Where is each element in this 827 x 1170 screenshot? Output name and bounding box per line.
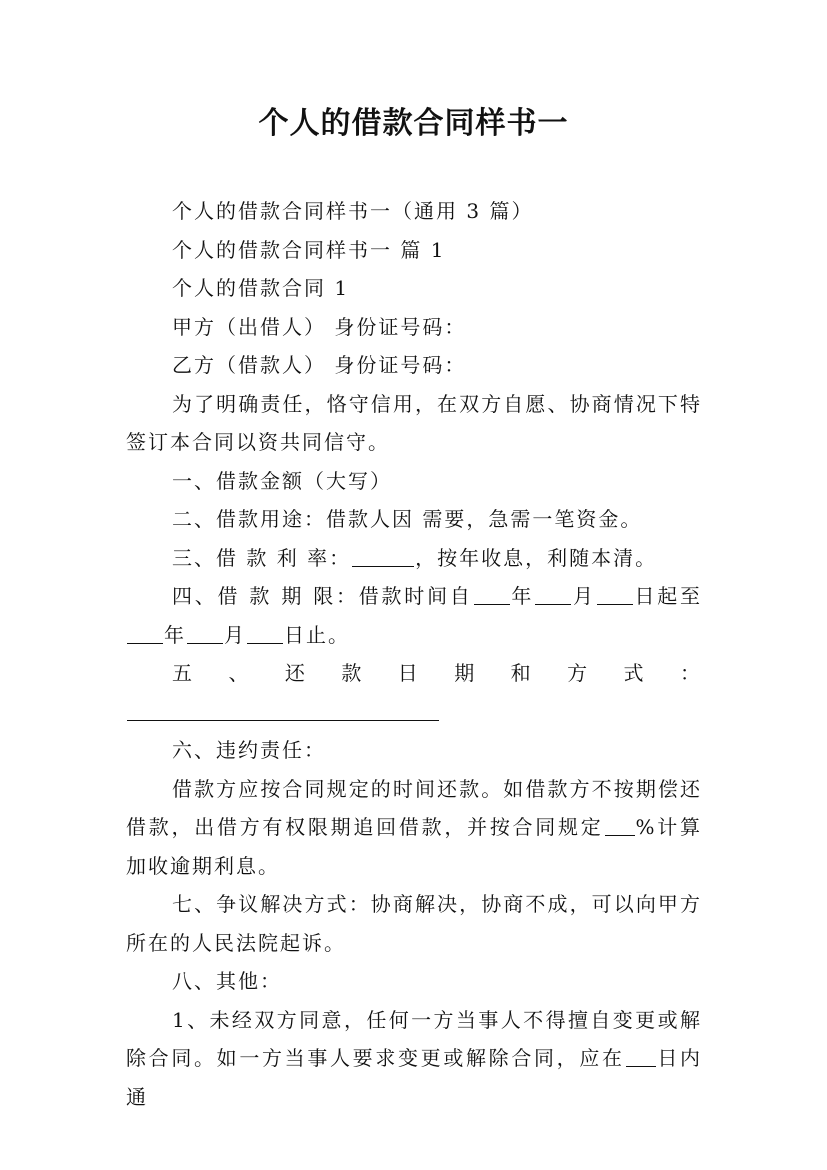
clause-dispute: 七、争议解决方式：协商解决，协商不成，可以向甲方所在的人民法院起诉。 [126,892,702,955]
clause-interest-rate [126,539,702,578]
start-day-blank [597,582,633,605]
clause-liability-text [126,770,702,886]
start-month-blank [535,582,571,605]
paragraph-part-heading: 个人的借款合同样书一 篇 1 [172,237,446,262]
clause-liability-heading: 六、违约责任： [172,738,326,762]
document-title: 个人的借款合同样书一 [258,106,569,141]
repayment-blank [127,698,439,721]
end-day-blank [247,621,283,644]
paragraph-preamble: 为了明确责任，恪守信用，在双方自愿、协商情况下特签订本合同以资共同信守。 [126,391,702,454]
year-text: 年 [510,584,535,608]
clause-liability-text-a: 借款方应按合同规定的时间还款。如借款方不按期偿还借款，出借方有权限期追回借款，并按合同规定 [126,776,702,839]
month-text: 月 [224,622,246,647]
overdue-rate-blank [605,813,635,836]
clause-loan-term-label: 四、借 款 期 限：借款时间自 [172,584,473,608]
clause-loan-term [126,577,702,654]
clause-interest-rate-label: 三、借 款 利 率： [172,545,352,570]
end-month-blank [187,621,223,644]
clause-other-heading: 八、其他： [172,969,282,993]
clause-loan-purpose: 二、借款用途：借款人因 需要，急需一笔资金。 [172,507,643,531]
day-end-text: 日止。 [284,622,350,647]
year-text: 年 [164,622,186,647]
day-from-to-text: 日起至 [633,584,703,608]
end-year-blank [127,621,163,644]
clause-interest-rate-tail: ，按年收息，利随本清。 [415,545,658,570]
paragraph-party-b: 乙方（借款人） 身份证号码： [172,353,467,377]
clause-other-item-1-b: 日内通 [126,1046,703,1109]
paragraph-contract-name: 个人的借款合同 1 [172,276,350,300]
clause-loan-amount: 一、借款金额（大写） [172,468,392,493]
clause-other-item-1 [126,1001,702,1117]
notice-days-blank [626,1044,656,1067]
clause-other-item-1-a: 1、未经双方同意，任何一方当事人不得擅自变更或解除合同。如一方当事人要求变更或解除合同，应在 [126,1007,702,1070]
interest-rate-blank [352,544,414,567]
month-text: 月 [572,584,596,608]
start-year-blank [474,582,510,605]
clause-repayment [126,654,702,731]
clause-repayment-label: 五、还款日期和方式： [172,661,702,685]
paragraph-subtitle: 个人的借款合同样书一（通用 3 篇） [172,199,534,223]
paragraph-party-a: 甲方（出借人） 身份证号码： [172,314,467,339]
clause-liability-text-b: %计算加收逾期利息。 [126,815,702,878]
document-body [126,192,702,1116]
